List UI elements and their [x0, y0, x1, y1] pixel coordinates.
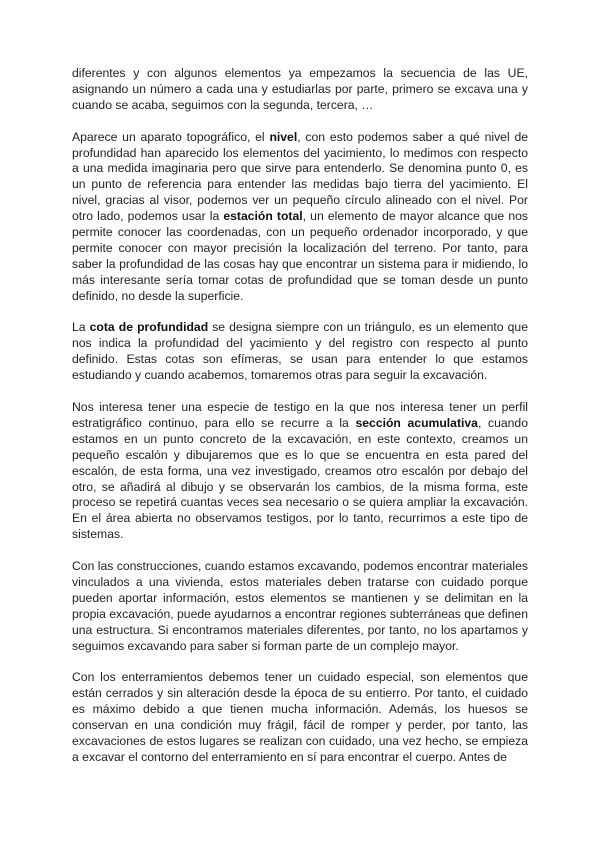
text-run: Nos interesa tener una especie de testigo en la que nos interesa tener un perfil estratigráfico continuo, para ello se recurre a la [72, 399, 528, 430]
document-page [72, 66, 528, 782]
paragraph-construcciones [72, 559, 528, 654]
text-run: , un elemento de mayor alcance que nos permite conocer las coordenadas, con un pequeño ordenador incorporado, y que permite conocer con mayor precisión la localización del terreno. Por tanto, para saber la profundidad de las cosas hay que encontrar un sistema para ir midiendo, lo más interesante sería tomar cotas de profundidad que se toman desde un punto definido, no desde la superficie. [72, 209, 528, 303]
text-run: Con los enterramientos debemos tener un cuidado especial, son elementos que están cerrados y sin alteración desde la época de su entierro. Por tanto, el cuidado es máximo debido a que tienen mucha información. Además, los huesos se conservan en una condición muy frágil, fácil de romper y perder, por tanto, las excavaciones de estos lugares se realizan con cuidado, una vez hecho, se empieza a excavar el contorno del enterramiento en sí para encontrar el cuerpo. Antes de [72, 670, 528, 764]
text-run: , con esto podemos saber a qué nivel de profundidad han aparecido los elementos del yacimiento, lo medimos con respecto a una medida imaginaria pero que sirve para entenderlo. Se denomina punto 0, es un punto de referencia para entender las medidas bajo tierra del yacimiento. El nivel, gracias al visor, podemos ver un pequeño círculo alineado con el nivel. Por otro lado, podemos usar la [72, 129, 528, 224]
paragraph-nivel [72, 130, 528, 305]
paragraph-cota-de-profundidad [72, 320, 528, 384]
bold-term-estacion-total: estación total [223, 209, 303, 224]
paragraph-ue-sequence [72, 66, 528, 114]
paragraph-seccion-acumulativa [72, 400, 528, 543]
paragraph-enterramientos [72, 670, 528, 765]
bold-term-seccion-acumulativa: sección acumulativa [355, 415, 478, 430]
text-run: Aparece un aparato topográfico, el [72, 129, 270, 144]
text-run: se designa siempre con un triángulo, es un elemento que nos indica la profundidad del yacimiento y del registro con respecto al punto definido. Estas cotas son efímeras, se usan para entender lo que estamos estudiando y cuando acabemos, tomaremos otras para seguir la excavación. [72, 320, 528, 383]
text-run: La [72, 320, 90, 335]
text-run: , cuando estamos en un punto concreto de la excavación, en este contexto, creamos un pequeño escalón y dibujaremos que es lo que se encuentra en esta pared del escalón, de esta forma, una vez investigado, creamos otro escalón por debajo del otro, se añadirá al dibujo y se observarán los cambios, de la misma forma, este proceso se repetirá cuantas veces sea necesario o se quiera ampliar la excavación. En el área abierta no observamos testigos, por lo tanto, recurrimos a este tipo de sistemas. [72, 415, 528, 542]
text-run: diferentes y con algunos elementos ya empezamos la secuencia de las UE, asignando un número a cada una y estudiarlas por parte, primero se excava una y cuando se acaba, seguimos con la segunda, tercera, … [72, 66, 528, 112]
text-run: Con las construcciones, cuando estamos excavando, podemos encontrar materiales vinculados a una vivienda, estos materiales deben tratarse con cuidado porque pueden aportar información, estos elementos se mantienen y se delimitan en la propia excavación, puede ayudarnos a encontrar regiones subterráneas que definen una estructura. Si encontramos materiales diferentes, por tanto, no los apartamos y seguimos excavando para saber si forman parte de un complejo mayor. [72, 559, 528, 653]
bold-term-cota-de-profundidad: cota de profundidad [89, 320, 209, 335]
bold-term-nivel: nivel [269, 129, 298, 144]
